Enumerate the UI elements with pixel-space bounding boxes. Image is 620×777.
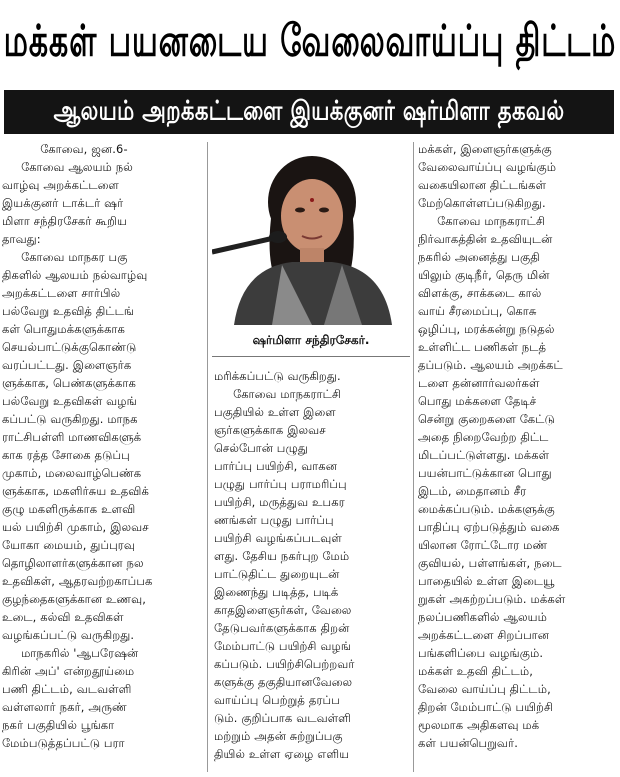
photo-caption: ஷர்மிளா சந்திரசேகர்.	[212, 326, 410, 357]
column-divider	[413, 142, 414, 772]
article-column-2: மரிக்கப்பட்டு வருகிறது. கோவை மாநகராட்சி பகுதியில் உள்ள இளை ஞர்களுக்காக இலவச செல்போன் பழுது பார்ப்பு பயிற்சி, வாகன பழுது பார்ப்பு பராமரிப்பு பயிற்சி, மருத்துவ உபகர ணங்கள் பழுது பார்ப்பு பயிற்சி வழங்கப்படவுள் ளது. தேசிய நகர்புற மேம் பாட்டுதிட்ட துறையுடன் இணைந்து படித்த, படிக் காதஇளைஞர்கள், வேலை தேடுபவர்களுக்காக திறன் மேம்பாட்டு பயிற்சி வழங் கப்படும். பயிற்சிபெற்றவர் களுக்கு தகுதியானவேலை வாய்ப்பு பெற்றுத் தரப்ப டும். குறிப்பாக வடவள்ளி மற்றும் அதன் சுற்றுப்பகு தியில் உள்ள ஏழை எளிய	[214, 369, 355, 761]
column-divider	[207, 142, 208, 772]
speaker-photo-illustration	[212, 140, 410, 325]
headline: மக்கள் பயனடைய வேலைவாய்ப்பு திட்டம்	[3, 15, 617, 67]
article-column-3: மக்கள், இளைஞர்களுக்கு வேலைவாய்ப்பு வழங்கும் வகையிலான திட்டங்கள் மேற்கொள்ளப்படுகிறது. கோவை மாநகராட்சி நிர்வாகத்தின் உதவியுடன் நகரில் அனைத்து பகுதி யிலும் குடிநீர், தெரு மின் விளக்கு, சாக்கடை கால் வாய் சீரமைப்பு, கொசு ஒழிப்பு, மரக்கன்று நடுதல் உள்ளிட்ட பணிகள் நடத் தப்படும். ஆலயம் அறக்கட் டளை தன்னார்வலர்கள் பொது மக்களை தேடிச் சென்று குறைகளை கேட்டு அதை நிறைவேற்ற திட்ட மிடப்பட்டுள்ளது. மக்கள் பயன்பாட்டுக்கான பொது இடம், மைதானம் சீர மைக்கப்படும். மக்களுக்கு பாதிப்பு ஏற்படுத்தும் வகை யிலான ரோட்டோர மண் குவியல், பள்ளங்கள், நடை பாதையில் உள்ள இடையூ றுகள் அகற்றப்படும். மக்கள் நலப்பணிகளில் ஆலயம் அறக்கட்டளை சிறப்பான பங்களிப்பை வழங்கும். மக்கள் உதவி திட்டம், வேலை வாய்ப்பு திட்டம், திறன் மேம்பாட்டு பயிற்சி மூலமாக அதிகளவு மக் கள் பயன்பெறுவர்.	[418, 142, 566, 750]
subheadline-banner	[4, 90, 614, 134]
article-column-1: கோவை, ஜன.6- கோவை ஆலயம் நல் வாழ்வு அறக்கட்டளை இயக்குனர் டாக்டர் ஷர் மிளா சந்திரசேகர் கூறிய தாவது: கோவை மாநகர பகு திகளில் ஆலயம் நல்வாழ்வு அறக்கட்டளை சார்பில் பல்வேறு உதவித் திட்டங் கள் பொதுமக்களுக்காக செயல்பாட்டுக்குகொண்டு வரப்பட்டது. இளைஞர்க ளுக்காக, பெண்களுக்காக பல்வேறு உதவிகள் வழங் கப்பட்டு வருகிறது. மாநக ராட்சிபள்ளி மாணவிகளுக் காக ரத்த சோகை தடுப்பு முகாம், மலைவாழ்பெண்க ளுக்காக, மகளிர்சுய உதவிக் குழு மகளிருக்காக உளவி யல் பயிற்சி முகாம், இலவச யோகா மையம், துப்புரவு தொழிலாளர்களுக்கான நல உதவிகள், ஆதரவற்றகாப்பக குழந்தைகளுக்கான உணவு, உடை, கல்வி உதவிகள் வழங்கப்பட்டு வருகிறது. மாநகரில் 'ஆபரேஷன் கிரின் அப்' என்றதூய்மை பணி திட்டம், வடவள்ளி வள்ளலார் நகர், அருண் நகர் பகுதியில் பூங்கா மேம்படுத்தப்பட்டு பரா	[2, 142, 153, 750]
speaker-photo	[212, 140, 410, 325]
subheadline: ஆலயம் அறக்கட்டளை இயக்குனர் ஷர்மிளா தகவல்	[53, 95, 565, 126]
